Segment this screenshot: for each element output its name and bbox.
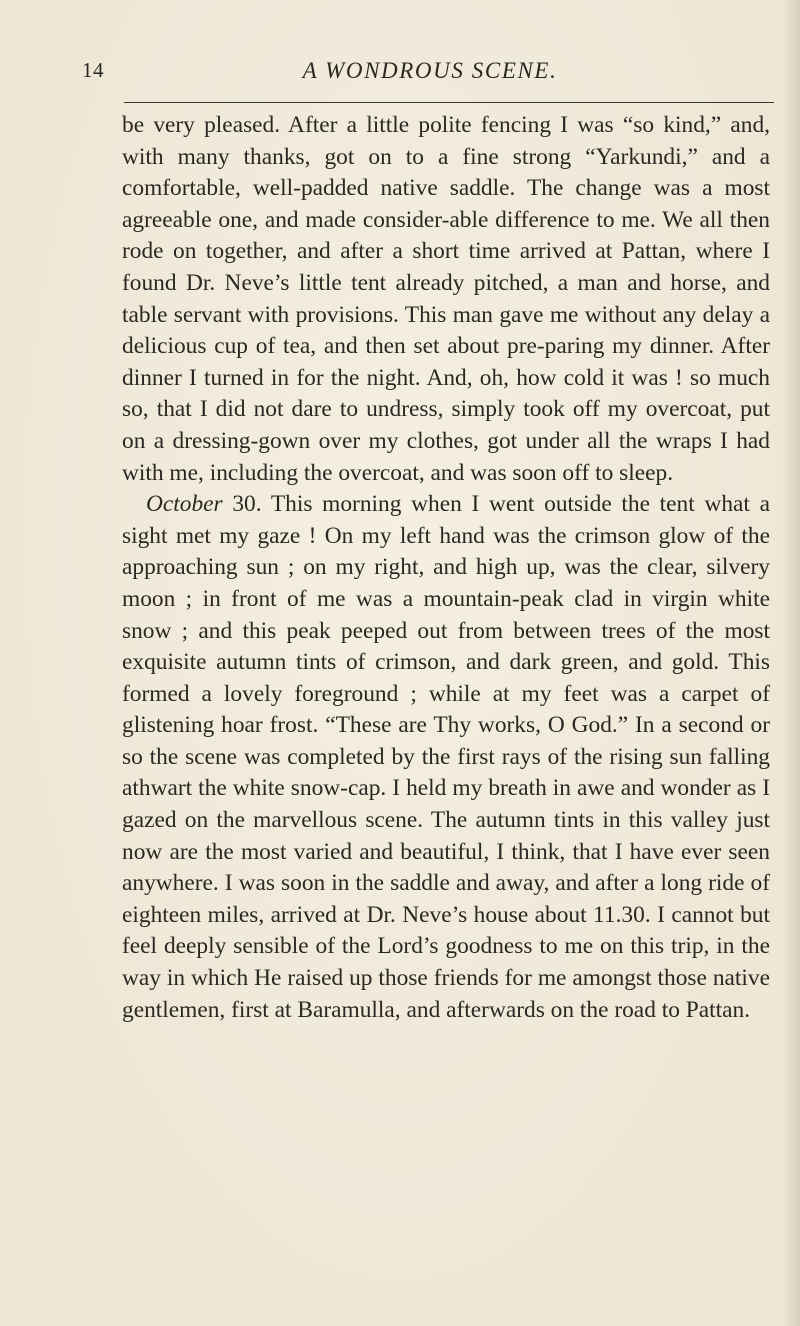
running-head: A WONDROUS SCENE. [302, 58, 558, 83]
date-lead: October [146, 491, 223, 518]
paragraph-1-text: be very pleased. After a little polite fencing I was “so kind,” and, with many thanks, got on to a fine strong “Yarkundi,” and a comfortable, well-padded native saddle. The change was a most agreeable one, and made consider-able difference to me. We all then rode on together, and after a short time arrived at Pattan, where I found Dr. Neve’s little tent already pitched, a man and horse, and table servant with provisions. This man gave me without any delay a delicious cup of tea, and then set about pre-paring my dinner. After dinner I turned in for the night. And, oh, how cold it was ! so much so, that I did not dare to undress, simply took off my overcoat, put on a dressing-gown over my clothes, got under all the wraps I had with me, including the overcoat, and was soon off to sleep. [122, 112, 770, 486]
body-text [122, 110, 770, 1026]
paragraph-1 [122, 110, 770, 489]
paragraph-2-text: 30. This morning when I went outside the tent what a sight met my gaze ! On my left hand was the crimson glow of the approaching sun ; on my right, and high up, was the clear, silvery moon ; in front of me was a mountain-peak clad in virgin white snow ; and this peak peeped out from between trees of the most exquisite autumn tints of crimson, and dark green, and gold. This formed a lovely foreground ; while at my feet was a carpet of glistening hoar frost. “These are Thy works, O God.” In a second or so the scene was completed by the first rays of the rising sun falling athwart the white snow-cap. I held my breath in awe and wonder as I gazed on the marvellous scene. The autumn tints in this valley just now are the most varied and beautiful, I think, that I have ever seen anywhere. I was soon in the saddle and away, and after a long ride of eighteen miles, arrived at Dr. Neve’s house about 11.30. I cannot but feel deeply sensible of the Lord’s goodness to me on this trip, in the way in which He raised up those friends for me amongst those native gentlemen, first at Baramulla, and afterwards on the road to Pattan. [122, 491, 770, 1023]
page-header [82, 58, 772, 92]
header-rule [124, 102, 774, 103]
page-edge-shadow [782, 0, 800, 1326]
page-number: 14 [82, 58, 104, 82]
paragraph-2 [122, 489, 770, 1026]
